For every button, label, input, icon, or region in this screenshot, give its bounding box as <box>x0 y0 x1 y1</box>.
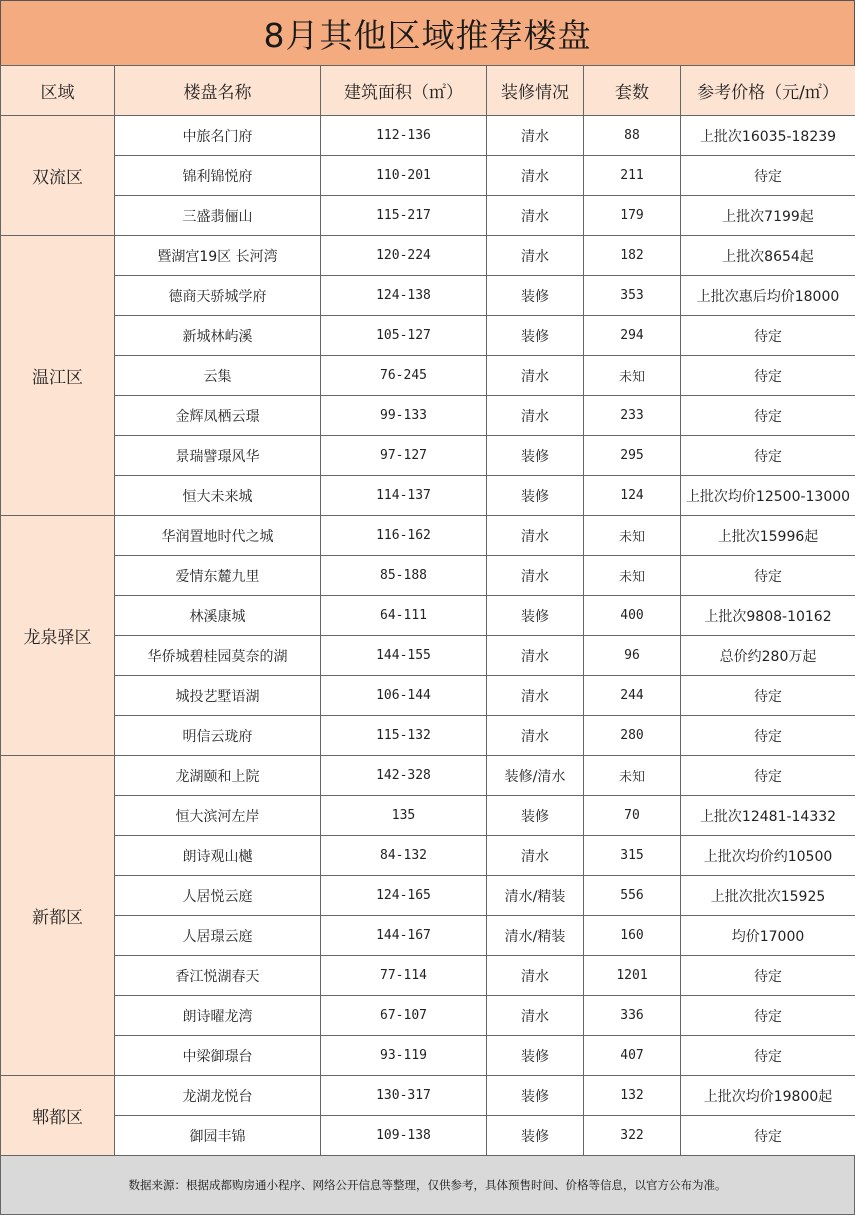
price-cell: 上批次均价12500-13000 <box>681 476 855 516</box>
units-cell: 407 <box>584 1036 681 1076</box>
price-cell: 上批次批次15925 <box>681 876 855 916</box>
area-cell: 106-144 <box>321 676 487 716</box>
table-row <box>1 636 855 676</box>
decoration-cell: 装修 <box>487 1036 584 1076</box>
header-area: 建筑面积（㎡） <box>321 66 487 116</box>
project-name-cell: 锦利锦悦府 <box>115 156 321 196</box>
table-row <box>1 1116 855 1156</box>
project-name-cell: 景瑞譬璟风华 <box>115 436 321 476</box>
area-cell: 120-224 <box>321 236 487 276</box>
price-cell: 总价约280万起 <box>681 636 855 676</box>
project-name-cell: 华侨城碧桂园莫奈的湖 <box>115 636 321 676</box>
header-region: 区域 <box>1 66 115 116</box>
units-cell: 353 <box>584 276 681 316</box>
project-name-cell: 林溪康城 <box>115 596 321 636</box>
units-cell: 160 <box>584 916 681 956</box>
project-name-cell: 中旅名门府 <box>115 116 321 156</box>
decoration-cell: 清水 <box>487 676 584 716</box>
header-units: 套数 <box>584 66 681 116</box>
units-cell: 182 <box>584 236 681 276</box>
units-cell: 336 <box>584 996 681 1036</box>
project-name-cell: 朗诗曜龙湾 <box>115 996 321 1036</box>
area-cell: 105-127 <box>321 316 487 356</box>
units-cell: 233 <box>584 396 681 436</box>
price-cell: 待定 <box>681 956 855 996</box>
decoration-cell: 清水 <box>487 956 584 996</box>
table-row <box>1 436 855 476</box>
price-cell: 待定 <box>681 396 855 436</box>
price-cell: 待定 <box>681 316 855 356</box>
project-name-cell: 人居璟云庭 <box>115 916 321 956</box>
area-cell: 124-165 <box>321 876 487 916</box>
region-cell: 新都区 <box>1 756 115 1076</box>
region-cell: 龙泉驿区 <box>1 516 115 756</box>
units-cell: 70 <box>584 796 681 836</box>
units-cell: 315 <box>584 836 681 876</box>
price-cell: 上批次16035-18239 <box>681 116 855 156</box>
decoration-cell: 清水 <box>487 836 584 876</box>
table-row <box>1 756 855 796</box>
header-price: 参考价格（元/㎡） <box>681 66 855 116</box>
table-row <box>1 676 855 716</box>
price-cell: 上批次均价约10500 <box>681 836 855 876</box>
decoration-cell: 装修 <box>487 1116 584 1156</box>
decoration-cell: 装修/清水 <box>487 756 584 796</box>
area-cell: 76-245 <box>321 356 487 396</box>
table-row <box>1 1076 855 1116</box>
area-cell: 64-111 <box>321 596 487 636</box>
decoration-cell: 清水 <box>487 116 584 156</box>
area-cell: 77-114 <box>321 956 487 996</box>
units-cell: 400 <box>584 596 681 636</box>
decoration-cell: 装修 <box>487 1076 584 1116</box>
project-name-cell: 恒大滨河左岸 <box>115 796 321 836</box>
table-row <box>1 196 855 236</box>
area-cell: 115-217 <box>321 196 487 236</box>
price-cell: 待定 <box>681 996 855 1036</box>
price-cell: 待定 <box>681 156 855 196</box>
decoration-cell: 清水/精装 <box>487 916 584 956</box>
units-cell: 322 <box>584 1116 681 1156</box>
table-row <box>1 396 855 436</box>
decoration-cell: 清水 <box>487 236 584 276</box>
units-cell: 88 <box>584 116 681 156</box>
decoration-cell: 清水 <box>487 636 584 676</box>
region-cell: 双流区 <box>1 116 115 236</box>
project-name-cell: 城投艺墅语湖 <box>115 676 321 716</box>
region-cell: 温江区 <box>1 236 115 516</box>
price-cell: 上批次7199起 <box>681 196 855 236</box>
decoration-cell: 清水 <box>487 516 584 556</box>
area-cell: 110-201 <box>321 156 487 196</box>
units-cell: 1201 <box>584 956 681 996</box>
price-cell: 待定 <box>681 556 855 596</box>
price-cell: 上批次12481-14332 <box>681 796 855 836</box>
decoration-cell: 装修 <box>487 596 584 636</box>
units-cell: 556 <box>584 876 681 916</box>
area-cell: 144-155 <box>321 636 487 676</box>
table-row <box>1 836 855 876</box>
price-cell: 均价17000 <box>681 916 855 956</box>
table-row <box>1 796 855 836</box>
units-cell: 294 <box>584 316 681 356</box>
area-cell: 142-328 <box>321 756 487 796</box>
project-name-cell: 爱情东麓九里 <box>115 556 321 596</box>
area-cell: 124-138 <box>321 276 487 316</box>
table-body <box>1 116 855 1156</box>
project-name-cell: 御园丰锦 <box>115 1116 321 1156</box>
price-cell: 待定 <box>681 716 855 756</box>
project-name-cell: 三盛翡俪山 <box>115 196 321 236</box>
area-cell: 114-137 <box>321 476 487 516</box>
project-name-cell: 人居悦云庭 <box>115 876 321 916</box>
price-cell: 待定 <box>681 756 855 796</box>
units-cell: 未知 <box>584 756 681 796</box>
price-cell: 上批次均价19800起 <box>681 1076 855 1116</box>
decoration-cell: 清水 <box>487 396 584 436</box>
units-cell: 未知 <box>584 516 681 556</box>
decoration-cell: 装修 <box>487 276 584 316</box>
area-cell: 135 <box>321 796 487 836</box>
units-cell: 未知 <box>584 356 681 396</box>
area-cell: 85-188 <box>321 556 487 596</box>
price-cell: 待定 <box>681 676 855 716</box>
area-cell: 115-132 <box>321 716 487 756</box>
area-cell: 144-167 <box>321 916 487 956</box>
units-cell: 124 <box>584 476 681 516</box>
units-cell: 132 <box>584 1076 681 1116</box>
table-row <box>1 316 855 356</box>
project-name-cell: 明信云珑府 <box>115 716 321 756</box>
units-cell: 244 <box>584 676 681 716</box>
units-cell: 280 <box>584 716 681 756</box>
header-project-name: 楼盘名称 <box>115 66 321 116</box>
price-cell: 上批次15996起 <box>681 516 855 556</box>
area-cell: 130-317 <box>321 1076 487 1116</box>
data-source-note: 数据来源：根据成都购房通小程序、网络公开信息等整理，仅供参考，具体预售时间、价格等信息，以官方公布为准。 <box>0 1155 855 1215</box>
listing-table <box>0 65 855 1156</box>
page-title: 8月其他区域推荐楼盘 <box>0 0 855 66</box>
units-cell: 未知 <box>584 556 681 596</box>
table-row <box>1 916 855 956</box>
project-name-cell: 中梁御璟台 <box>115 1036 321 1076</box>
project-name-cell: 朗诗观山樾 <box>115 836 321 876</box>
table-row <box>1 116 855 156</box>
table-header-row <box>1 66 855 116</box>
area-cell: 97-127 <box>321 436 487 476</box>
table-row <box>1 956 855 996</box>
price-cell: 上批次惠后均价18000 <box>681 276 855 316</box>
project-name-cell: 德商天骄城学府 <box>115 276 321 316</box>
units-cell: 96 <box>584 636 681 676</box>
units-cell: 211 <box>584 156 681 196</box>
table-row <box>1 596 855 636</box>
units-cell: 295 <box>584 436 681 476</box>
project-name-cell: 恒大未来城 <box>115 476 321 516</box>
price-cell: 待定 <box>681 436 855 476</box>
price-cell: 待定 <box>681 1116 855 1156</box>
header-decoration: 装修情况 <box>487 66 584 116</box>
table-row <box>1 1036 855 1076</box>
decoration-cell: 装修 <box>487 796 584 836</box>
table-row <box>1 356 855 396</box>
units-cell: 179 <box>584 196 681 236</box>
project-name-cell: 暨湖宫19区 长河湾 <box>115 236 321 276</box>
decoration-cell: 清水 <box>487 356 584 396</box>
table-row <box>1 556 855 596</box>
table-row <box>1 476 855 516</box>
table-row <box>1 156 855 196</box>
decoration-cell: 清水 <box>487 716 584 756</box>
decoration-cell: 装修 <box>487 476 584 516</box>
table-row <box>1 236 855 276</box>
table-row <box>1 876 855 916</box>
table-row <box>1 716 855 756</box>
project-name-cell: 金辉凤栖云璟 <box>115 396 321 436</box>
area-cell: 116-162 <box>321 516 487 556</box>
project-name-cell: 龙湖龙悦台 <box>115 1076 321 1116</box>
area-cell: 99-133 <box>321 396 487 436</box>
table-row <box>1 516 855 556</box>
price-cell: 上批次9808-10162 <box>681 596 855 636</box>
area-cell: 112-136 <box>321 116 487 156</box>
table-row <box>1 276 855 316</box>
decoration-cell: 清水/精装 <box>487 876 584 916</box>
price-cell: 待定 <box>681 356 855 396</box>
region-cell: 郫都区 <box>1 1076 115 1156</box>
project-name-cell: 香江悦湖春天 <box>115 956 321 996</box>
price-cell: 上批次8654起 <box>681 236 855 276</box>
decoration-cell: 清水 <box>487 556 584 596</box>
decoration-cell: 装修 <box>487 316 584 356</box>
decoration-cell: 装修 <box>487 436 584 476</box>
project-name-cell: 云集 <box>115 356 321 396</box>
decoration-cell: 清水 <box>487 196 584 236</box>
table-row <box>1 996 855 1036</box>
decoration-cell: 清水 <box>487 996 584 1036</box>
decoration-cell: 清水 <box>487 156 584 196</box>
area-cell: 109-138 <box>321 1116 487 1156</box>
project-name-cell: 新城林屿溪 <box>115 316 321 356</box>
area-cell: 84-132 <box>321 836 487 876</box>
project-name-cell: 龙湖颐和上院 <box>115 756 321 796</box>
project-name-cell: 华润置地时代之城 <box>115 516 321 556</box>
area-cell: 93-119 <box>321 1036 487 1076</box>
price-cell: 待定 <box>681 1036 855 1076</box>
area-cell: 67-107 <box>321 996 487 1036</box>
